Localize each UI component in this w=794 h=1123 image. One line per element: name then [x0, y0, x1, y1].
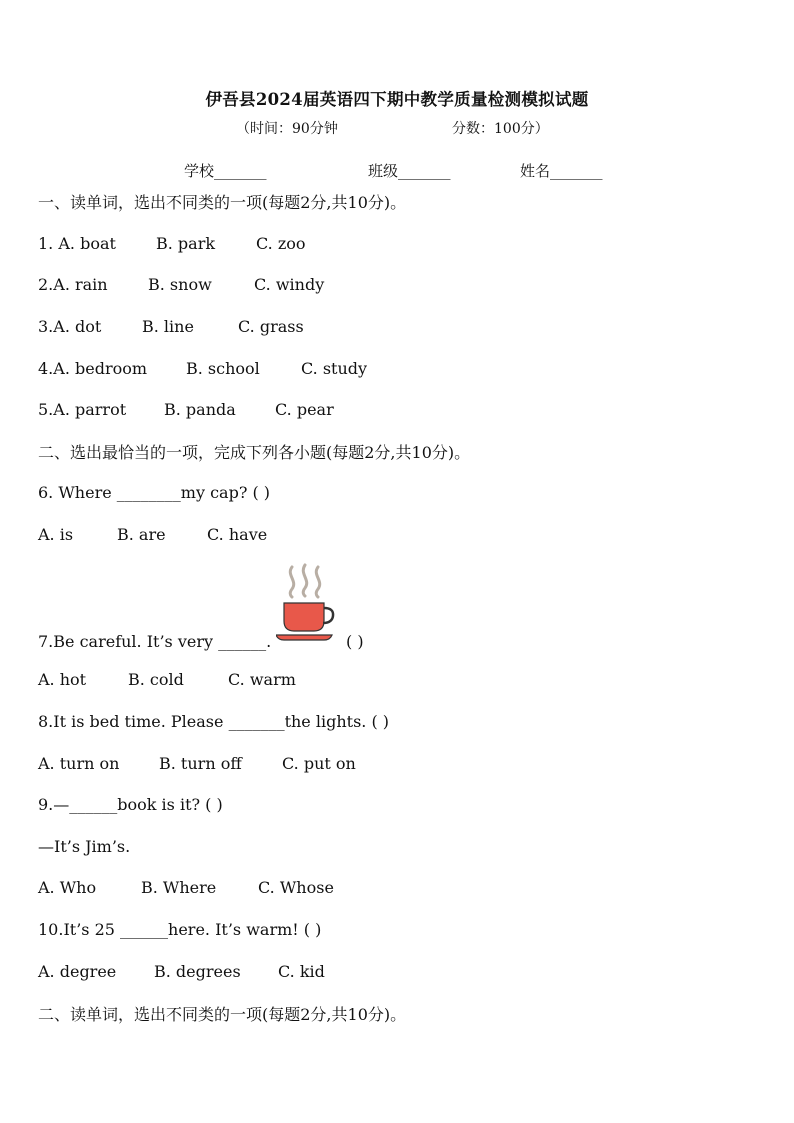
option-c[interactable]: C. kid: [278, 962, 325, 981]
question-9-reply: —It’s Jim’s.: [38, 837, 131, 856]
option-a[interactable]: 3.A. dot: [38, 317, 102, 336]
section-heading: 一、读单词，选出不同类的一项(每题2分,共10分)。: [38, 193, 407, 212]
class-field[interactable]: 班级_______: [368, 162, 451, 180]
exam-time: （时间：90分钟: [236, 121, 338, 137]
option-b[interactable]: B. Where: [141, 878, 217, 897]
question-6-stem: 6. Where ________my cap? ( ): [38, 483, 271, 502]
option-a[interactable]: 4.A. bedroom: [38, 359, 148, 378]
question-9-stem: 9.—______book is it? ( ): [38, 795, 223, 814]
option-c[interactable]: C. put on: [282, 754, 356, 773]
school-field[interactable]: 学校_______: [184, 162, 267, 180]
option-c[interactable]: C. study: [301, 359, 368, 378]
option-a[interactable]: 1. A. boat: [38, 234, 116, 253]
option-b[interactable]: B. cold: [128, 670, 184, 689]
section-heading: 二、选出最恰当的一项，完成下列各小题(每题2分,共10分)。: [38, 443, 471, 462]
option-c[interactable]: C. pear: [275, 400, 334, 419]
question-10-stem: 10.It’s 25 ______here. It’s warm! ( ): [38, 920, 322, 939]
option-b[interactable]: B. line: [142, 317, 194, 336]
option-c[interactable]: C. zoo: [256, 234, 306, 253]
option-b[interactable]: B. park: [156, 234, 216, 253]
page-title: 伊吾县2024届英语四下期中教学质量检测模拟试题: [205, 90, 589, 109]
name-field[interactable]: 姓名_______: [520, 162, 603, 180]
option-a[interactable]: A. degree: [38, 962, 117, 981]
option-a[interactable]: A. is: [38, 525, 74, 544]
option-b[interactable]: B. panda: [164, 400, 236, 419]
option-c[interactable]: C. windy: [254, 275, 325, 294]
option-c[interactable]: C. Whose: [258, 878, 334, 897]
option-b[interactable]: B. are: [117, 525, 166, 544]
option-b[interactable]: B. turn off: [159, 754, 242, 773]
exam-score: 分数：100分）: [452, 121, 549, 137]
option-a[interactable]: A. hot: [38, 670, 87, 689]
question-7-stem: 7.Be careful. It’s very ______.: [38, 632, 272, 651]
question-7-answer-paren[interactable]: ( ): [346, 632, 364, 651]
option-c[interactable]: C. grass: [238, 317, 304, 336]
option-b[interactable]: B. school: [186, 359, 260, 378]
question-8-stem: 8.It is bed time. Please _______the lights. ( ): [38, 712, 390, 731]
option-a[interactable]: 5.A. parrot: [38, 400, 127, 419]
option-a[interactable]: A. turn on: [38, 754, 120, 773]
option-c[interactable]: C. have: [207, 525, 268, 544]
option-b[interactable]: B. snow: [148, 275, 212, 294]
hot-cup-icon: [276, 563, 338, 643]
option-c[interactable]: C. warm: [228, 670, 296, 689]
option-a[interactable]: 2.A. rain: [38, 275, 108, 294]
option-b[interactable]: B. degrees: [154, 962, 241, 981]
section-heading: 二、读单词，选出不同类的一项(每题2分,共10分)。: [38, 1005, 407, 1024]
option-a[interactable]: A. Who: [38, 878, 97, 897]
